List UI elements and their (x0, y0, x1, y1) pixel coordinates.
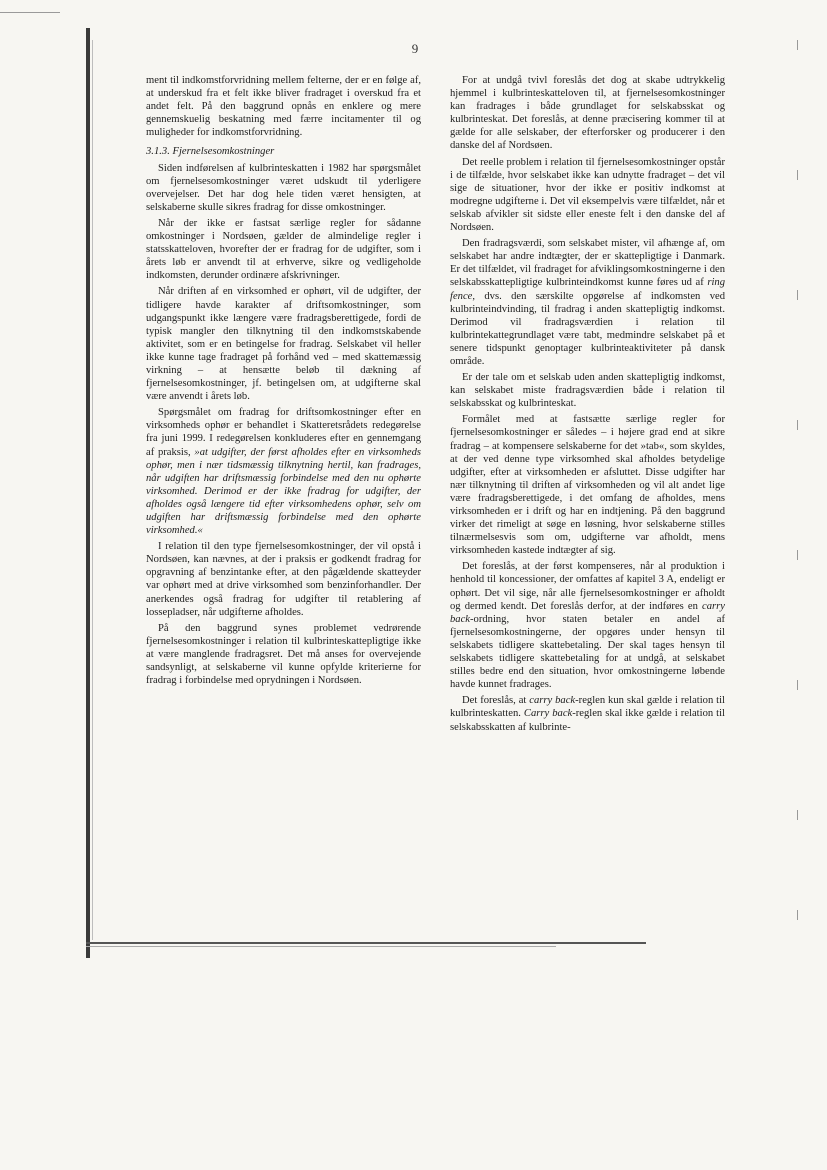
section-heading: 3.1.3. Fjernelsesomkostninger (146, 146, 275, 158)
paragraph-text: Det foreslås, at (462, 695, 530, 707)
scan-binding-line (92, 40, 93, 940)
paragraph-text: Det foreslås, at der først kompenseres, når al produktion i henhold til koncessioner, der omfattes af kapitel 3 A, endeligt er ophørt. Det vil sige, når alle fjernelsesomkostninger er afholdt og dermed kendt. Det foreslås derfor, at der indføres en (450, 561, 725, 612)
paragraph: Når driften af en virksomhed er ophørt, vil de udgifter, der tidligere havde karakter af driftsomkostninger, som udgangspunkt ikke længere være fradragsberettigede, fordi de typisk mangler den tilknytning til den indkomstskabende aktivitet, som er en betingelse for fradrag. Selskabet vil heller ikke kunne tage fradraget på forhånd ved – med skattemæssig virkning – at hensætte beløb til dækning af fjernelsesomkostninger, jf. betingelsen om, at udgifterne skal være anvendt i årets løb. (146, 286, 421, 403)
paragraph: Når der ikke er fastsat særlige regler for sådanne omkostninger i Nordsøen, gælder de almindelige regler i statsskatteloven, hvorefter der er fradrag for de udgifter, som i årets løb er anvendt til at erhverve, sikre og vedligeholde indkomsten, derunder ordinære afskrivninger. (146, 217, 421, 282)
term-italic: carry back (529, 695, 576, 707)
paragraph (450, 560, 725, 691)
paragraph-with-quote (146, 406, 421, 537)
paragraph: Det reelle problem i relation til fjernelsesomkostninger opstår i de tilfælde, hvor selskabet ikke kan udnytte fradraget – det vil sige de situationer, hvor der ikke er positiv indkomst at modregne udgifterne i. Det vil eksempelvis være tilfældet, når et selskab afvikler sit sidste eller eneste felt i den danske del af Nordsøen. (450, 156, 725, 234)
paragraph-text: -ordning, hvor staten betaler en andel af fjernelsesomkostningerne, der opgøres under hensyn til selskabets tidligere skattebetaling. Der skal tages hensyn til selskabets tidligere skattebetaling for at undgå, at selskabet stilles bedre end den situation, hvor omkostningerne løbende havde kunnet fradrages. (450, 613, 725, 691)
scan-right-margin-marks (797, 30, 803, 930)
paragraph (450, 694, 725, 733)
paragraph-text: , dvs. den særskilte opgørelse af indkomsten ved kulbrinteindvinding, til fradrag i anden skattepligtig indkomst. Derimod vil fradragsværdien i relation til kulbrintekattegrundlaget være tabt, medmindre selskabet på et senere tidspunkt genoptager kulbrinteaktiviteter på dansk område. (450, 290, 725, 367)
paragraph-text: -reglen skal ikke gælde i relation til selskabsskatten af kulbrinte- (450, 708, 725, 733)
scan-binding-shadow (86, 28, 90, 958)
paragraph: Er der tale om et selskab uden anden skattepligtig indkomst, kan selskabet miste fradragsværdien både i relation til selskabsskat og kulbrinteskat. (450, 372, 725, 410)
paragraph-text: Den fradragsværdi, som selskabet mister, vil afhænge af, om selskabet har andre indtægter, der er skattepligtige i Danmark. Er det tilfældet, vil fradraget for afviklingsomkostningerne i den selskabsskattepligtige kulbrinteindkomst kunne føres ud af (450, 238, 725, 289)
term-italic: ring fence (450, 277, 725, 302)
scan-bottom-edge (86, 942, 646, 944)
paragraph-text: Spørgsmålet om fradrag for driftsomkostninger efter en virksomheds ophør er behandlet i Skatteretsrådets redegørelse fra juni 1999. I redegørelsen konkluderes efter en gennemgang af praksis, (146, 407, 421, 458)
right-column (450, 74, 725, 737)
scan-edge-mark (0, 12, 60, 13)
paragraph: På den baggrund synes problemet vedrørende fjernelsesomkostninger i relation til kulbrinteskattepligtige ikke at være manglende fradragsret. Det må anses for overvejende sandsynligt, at selskaberne vil kunne opfylde kriterierne for fradrag i forbindelse med oprydningen i Nordsøen. (146, 622, 421, 687)
paragraph: Siden indførelsen af kulbrinteskatten i 1982 har spørgsmålet om fjernelsesomkostninger været udskudt til yderligere overvejelser. Det har dog hele tiden været hensigten, at selskaberne skulle sikres fradrag for disse omkostninger. (146, 162, 421, 213)
paragraph-text: -reglen kun skal gælde i relation til kulbrinteskatten. (450, 695, 726, 720)
paragraph: For at undgå tvivl foreslås det dog at skabe udtrykkelig hjemmel i kulbrinteskatteloven til, at fjernelsesomkostninger kan fradrages i både grundlaget for selskabsskat og kulbrinteskat. Det foreslås, at denne præcisering kommer til at gælde for alle selskaber, der efterforsker og producerer i den danske del af Nordsøen. (450, 75, 725, 152)
term-italic: carry back (450, 600, 725, 625)
paragraph: Formålet med at fastsætte særlige regler for fjernelsesomkostninger er således – i højere grad end at sikre fradrag – at kompensere selskaberne for det »tab«, som skyldes, at der ved denne type virksomhed skal afholdes betydelige udgifter, efter at virksomheden er afsluttet. Disse udgifter har nær tilknytning til driften af virksomheden og vil alt andet lige være fradragsberettigede, i det omfang de afholdes, mens virksomheden er i drift og har en indtjening. På den baggrund virker det rimeligt at søge en løsning, hvor selskaberne stilles tilnærmelsesvis som om, udgifterne var afholdt, mens virksomheden kastede indtægter af sig. (450, 414, 725, 557)
paragraph: I relation til den type fjernelsesomkostninger, der vil opstå i Nordsøen, kan nævnes, at der i praksis er godkendt fradrag for opgravning af benzintanke efter, at den pågældende skatteyder var ophørt med at drive virksomhed som benzinforhandler. Der anerkendes også fradrag for udgifter til retablering af lossepladser, når udgifterne afholdes. (146, 541, 421, 618)
term-italic: Carry back (523, 708, 573, 720)
paragraph: ment til indkomstforvridning mellem felterne, der er en følge af, at underskud fra et felt ikke bliver fradraget i overskud fra et andet felt. På den baggrund opnås en enklere og mere gennemskuelig beskatning med færre incitamenter til og muligheder for indkomstforvridning. (146, 75, 421, 139)
paragraph (450, 237, 725, 368)
quoted-conclusion: »at udgifter, der først afholdes efter en virksomheds ophør, men i nær tidsmæssig tilknytning hertil, kan fradrages, når udgiften har driftsmæssig forbindelse med den nu ophørte virksomhed. Derimod er der ikke fradrag for udgifter, der afholdes også længere tid efter virksomhedens ophør, selv om udgiften har driftsmæssig forbindelse med den ophørte virksomhed.« (146, 446, 421, 537)
page-number: 9 (411, 41, 419, 56)
left-column (146, 74, 421, 690)
scan-bottom-edge-secondary (86, 946, 556, 947)
